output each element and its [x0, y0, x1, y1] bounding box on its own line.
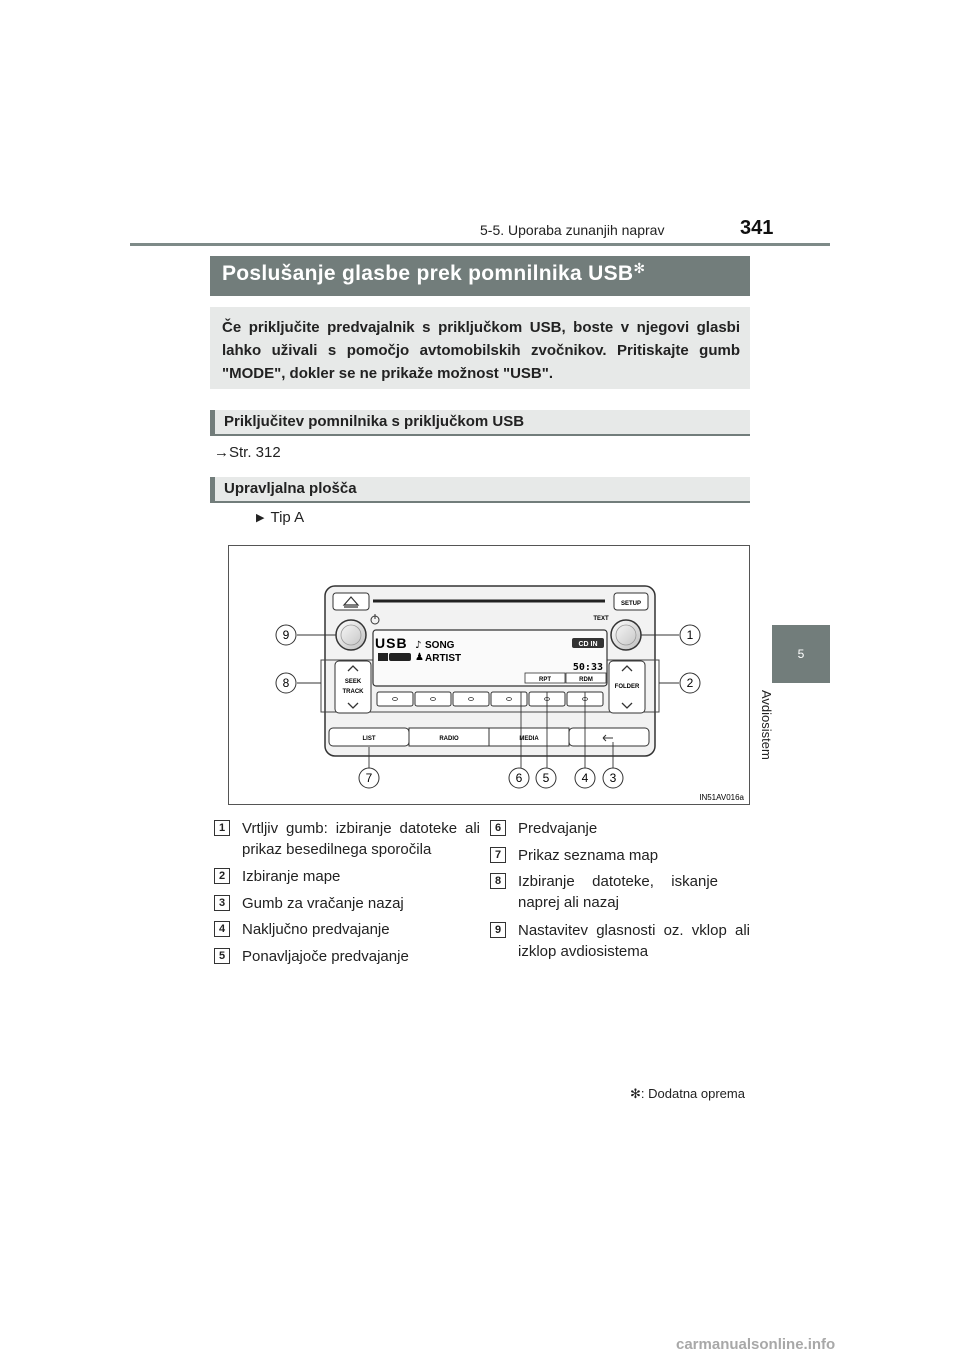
display-cd-in: CD IN [578, 641, 598, 648]
callout-2: 2 [686, 676, 694, 690]
footnote-mark: ✻ [630, 1086, 641, 1101]
display-artist: ARTIST [425, 653, 462, 664]
chapter-title: Avdiosistem [759, 690, 775, 760]
legend-number: 5 [214, 948, 230, 964]
control-panel-figure [228, 545, 750, 805]
audio-panel-illustration [229, 546, 749, 804]
rdm-label: RDM [579, 677, 593, 683]
legend-text: Izbiranje datoteke, iskanje naprej ali nazaj [518, 873, 718, 911]
radio-label: RADIO [439, 736, 459, 742]
legend-number: 3 [214, 895, 230, 911]
triangle-icon: ▶ [256, 512, 265, 524]
legend-number: 1 [214, 820, 230, 836]
callout-5: 5 [542, 771, 550, 785]
chapter-tab: 5 [772, 625, 830, 683]
page-number: 341 [740, 217, 774, 239]
display-song: SONG [425, 640, 455, 651]
legend-text: Prikaz seznama map [518, 847, 659, 864]
callout-4: 4 [581, 771, 589, 785]
callout-3: 3 [609, 771, 617, 785]
callout-7: 7 [365, 771, 373, 785]
legend-text: Nastavitev glasnosti oz. vklop ali izklop avdiosistema [518, 922, 750, 960]
callout-6: 6 [515, 771, 523, 785]
callout-1: 1 [686, 628, 694, 642]
display-time: 50:33 [572, 662, 603, 673]
optional-mark: ✻ [633, 260, 646, 276]
footnote-text: : Dodatna oprema [640, 1086, 745, 1101]
seek-label: SEEK [344, 679, 362, 685]
legend-text: Naključno predvajanje [242, 921, 390, 938]
seek-track-button [335, 661, 371, 713]
tip-text: Tip A [270, 509, 305, 526]
folder-icon [378, 653, 388, 661]
callout-8: 8 [282, 676, 290, 690]
legend-number: 8 [490, 873, 506, 889]
legend-number: 2 [214, 868, 230, 884]
text-label: TEXT [593, 616, 609, 622]
legend-text: Vrtljiv gumb: izbiranje datoteke ali prikaz besedilnega sporočila [242, 820, 480, 858]
main-title [210, 256, 750, 296]
watermark: carmanualsonline.info [676, 1336, 836, 1353]
subheading-usb-connection: Priključitev pomnilnika s priključkom USB [210, 410, 750, 436]
main-title-text: Poslušanje glasbe prek pomnilnika USB [222, 262, 634, 285]
legend-text: Gumb za vračanje nazaj [242, 895, 404, 912]
legend-number: 6 [490, 820, 506, 836]
display-usb: USB [375, 635, 408, 651]
back-button [569, 728, 649, 746]
media-label: MEDIA [519, 736, 539, 742]
intro-box: Če priključite predvajalnik s priključkom USB, boste v njegovi glasbi lahko uživali s pomočjo avtomobilskih zvočnikov. Pritiskajte gumb "MODE", dokler se ne prikaže možnost "USB". [210, 307, 750, 389]
legend-text: Izbiranje mape [242, 868, 341, 885]
section-header: 5-5. Uporaba zunanjih naprav [480, 222, 665, 238]
legend-number: 4 [214, 921, 230, 937]
usb-device-icon [389, 653, 411, 661]
subheading-control-panel: Upravljalna plošča [210, 477, 750, 503]
figure-code: IN51AV016a [699, 793, 744, 802]
footnote [630, 1086, 745, 1102]
header-rule [130, 243, 830, 246]
callout-9: 9 [282, 628, 290, 642]
artist-icon: ♟ [415, 652, 424, 663]
tip-label [256, 509, 304, 526]
legend-number: 7 [490, 847, 506, 863]
tune-knob [611, 620, 641, 650]
chapter-side-label [759, 690, 830, 780]
volume-knob [336, 620, 366, 650]
legend-text: Ponavljajoče predvajanje [242, 948, 409, 965]
legend-text: Predvajanje [518, 820, 598, 837]
page-reference: →Str. 312 [214, 444, 281, 461]
list-label: LIST [362, 736, 376, 742]
track-label: TRACK [342, 689, 364, 695]
legend-number: 9 [490, 922, 506, 938]
rpt-label: RPT [539, 677, 551, 683]
setup-label: SETUP [620, 601, 642, 607]
note-icon: ♪ [415, 640, 422, 651]
folder-label: FOLDER [614, 684, 640, 690]
